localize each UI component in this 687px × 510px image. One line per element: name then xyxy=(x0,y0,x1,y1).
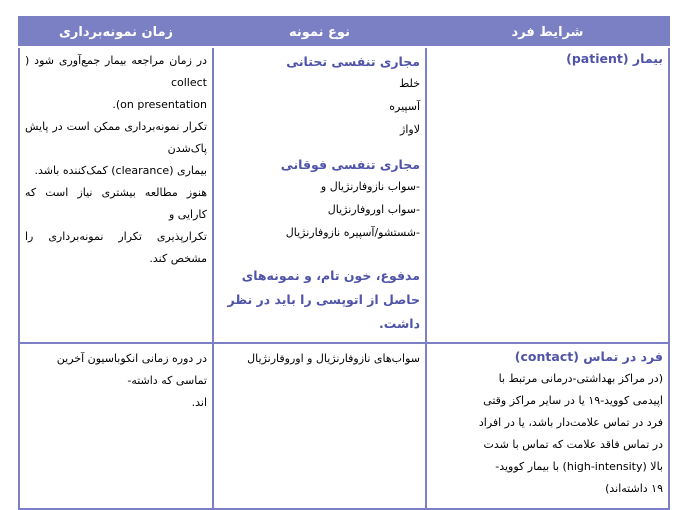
contact-label: فرد در تماس (contact) xyxy=(514,349,663,364)
contact-sample-type: سواب‌های نازوفارنژیال و اوروفارنژیال xyxy=(247,352,420,365)
contact-time-line: در دوره زمانی انکوباسیون آخرین تماسی که داشته- xyxy=(56,352,207,387)
time-line: تکرارپذیری تکرار نمونه‌برداری را مشخص کند. xyxy=(25,230,207,265)
lower-respiratory-title: مجاری تنفسی تحتانی xyxy=(286,54,420,69)
header-conditions: شرایط فرد xyxy=(426,17,669,47)
upper-item: -سواب اوروفارنژیال xyxy=(327,203,420,216)
time-line: تکرار نمونه‌برداری ممکن است در پایش پاک‌شدن xyxy=(25,120,207,155)
cell-conditions-contact xyxy=(426,343,669,509)
table-row xyxy=(19,47,669,343)
table-header-row xyxy=(19,17,669,47)
cell-sampling-time-contact xyxy=(19,343,213,509)
spacer xyxy=(219,244,420,264)
cell-sample-type-contact xyxy=(213,343,426,509)
patient-label: بیمار (patient) xyxy=(566,51,663,66)
sampling-table xyxy=(18,16,670,510)
contact-line: (در مراکز بهداشتی-درمانی مرتبط با xyxy=(498,372,663,385)
contact-line: فرد در تماس علامت‌دار باشد، یا در افراد xyxy=(478,416,663,429)
upper-item: -سواب نازوفارنژیال و xyxy=(320,180,420,193)
lower-item: لاواژ xyxy=(400,123,420,136)
table-row xyxy=(19,343,669,509)
contact-time-line: اند. xyxy=(191,396,207,409)
contact-line: در تماس فاقد علامت که تماس با شدت xyxy=(483,438,663,451)
contact-line: ۱۹ داشته‌اند) xyxy=(605,482,663,495)
upper-respiratory-title: مجاری تنفسی فوقانی xyxy=(280,157,420,172)
upper-item: -شستشو/آسپیره نازوفارنژیال xyxy=(285,226,420,239)
cell-conditions-patient xyxy=(426,47,669,343)
contact-line: اپیدمی کووید-۱۹ یا در سایر مراکز وقتی xyxy=(483,394,663,407)
lower-item: آسپیره xyxy=(389,100,420,113)
time-line: در زمان مراجعه بیمار جمع‌آوری شود ( collect xyxy=(25,54,207,89)
cell-sample-type-patient xyxy=(213,47,426,343)
spacer xyxy=(219,141,420,155)
lower-item: خلط xyxy=(399,77,420,90)
time-line: بیماری (clearance) کمک‌کننده باشد. xyxy=(34,164,207,177)
cell-sampling-time-patient xyxy=(19,47,213,343)
additional-samples-note: مدفوع، خون تام، و نمونه‌های حاصل از اتوپسی را باید در نظر داشت. xyxy=(227,268,420,331)
sampling-table-container xyxy=(18,16,668,495)
header-sampling-time: زمان نمونه‌برداری xyxy=(19,17,213,47)
header-sample-type: نوع نمونه xyxy=(213,17,426,47)
contact-line: بالا (high-intensity) با بیمار کووید- xyxy=(495,460,663,473)
time-line: on presentation). xyxy=(112,98,207,111)
time-line: هنوز مطالعه بیشتری نیاز است که کارایی و xyxy=(25,186,207,221)
